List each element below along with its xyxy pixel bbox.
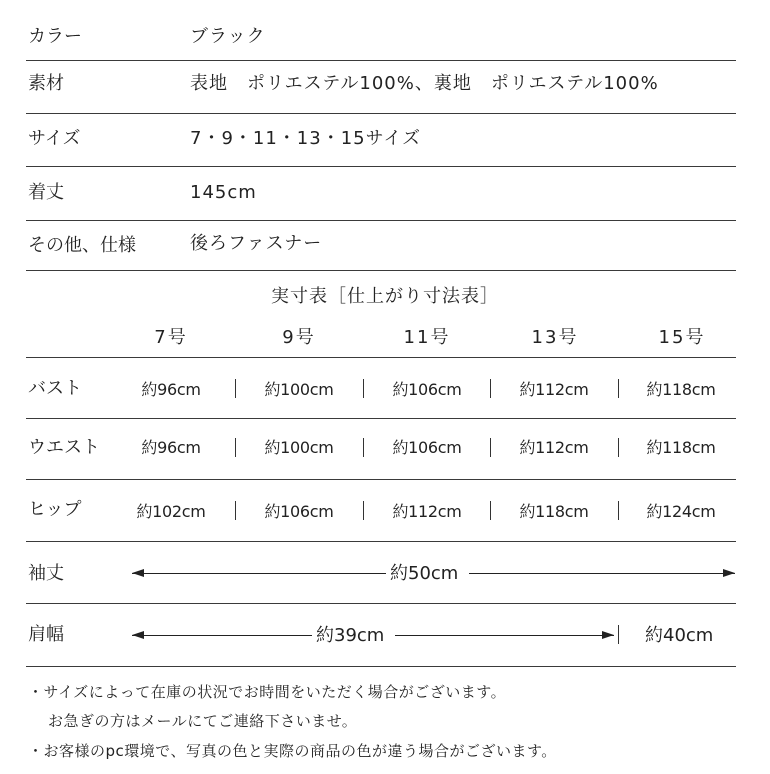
note-contact: お急ぎの方はメールにてご連絡下さいませ。 <box>48 712 358 730</box>
column-separator <box>363 438 364 457</box>
sleeve-arrow-right <box>469 568 735 578</box>
column-separator <box>235 501 236 520</box>
arrow-right-icon <box>602 631 614 639</box>
spec-value-color: ブラック <box>190 26 266 47</box>
cell-bust-15: 約118cm <box>646 380 716 399</box>
size-header-15: 15号 <box>658 327 706 348</box>
row-label-shoulder: 肩幅 <box>28 624 64 645</box>
row-label-bust: バスト <box>28 378 82 399</box>
column-separator <box>490 379 491 398</box>
divider <box>26 270 736 271</box>
cell-waist-7: 約96cm <box>141 438 201 457</box>
divider <box>26 603 736 604</box>
divider <box>26 220 736 221</box>
cell-bust-11: 約106cm <box>392 380 462 399</box>
spec-value-length: 145cm <box>190 182 257 203</box>
cell-hip-15: 約124cm <box>646 502 716 521</box>
cell-waist-11: 約106cm <box>392 438 462 457</box>
sleeve-value: 約50cm <box>390 563 459 584</box>
divider <box>26 418 736 419</box>
spec-value-material: 表地 ポリエステル100%、裏地 ポリエステル100% <box>190 73 659 94</box>
spec-value-other: 後ろファスナー <box>190 233 323 254</box>
shoulder-value-15: 約40cm <box>645 625 714 646</box>
divider <box>26 357 736 358</box>
row-label-waist: ウエスト <box>28 437 100 458</box>
cell-bust-9: 約100cm <box>264 380 334 399</box>
spec-label-other: その他、仕様 <box>28 235 136 256</box>
cell-hip-9: 約106cm <box>264 502 334 521</box>
cell-waist-13: 約112cm <box>519 438 589 457</box>
column-separator <box>490 438 491 457</box>
shoulder-value: 約39cm <box>316 625 385 646</box>
cell-waist-9: 約100cm <box>264 438 334 457</box>
divider <box>26 60 736 61</box>
cell-hip-7: 約102cm <box>136 502 206 521</box>
spec-label-length: 着丈 <box>28 182 64 203</box>
arrow-right-icon <box>723 569 735 577</box>
row-label-sleeve: 袖丈 <box>28 563 64 584</box>
divider <box>26 666 736 667</box>
shoulder-arrow-right <box>395 630 614 640</box>
spec-label-color: カラー <box>28 26 82 47</box>
spec-label-material: 素材 <box>28 73 64 94</box>
size-header-9: 9号 <box>282 327 316 348</box>
cell-waist-15: 約118cm <box>646 438 716 457</box>
shoulder-arrow-left <box>132 630 312 640</box>
column-separator <box>618 379 619 398</box>
arrow-left-icon <box>132 631 144 639</box>
arrow-left-icon <box>132 569 144 577</box>
cell-hip-11: 約112cm <box>392 502 462 521</box>
column-separator <box>618 438 619 457</box>
column-separator <box>363 379 364 398</box>
divider <box>26 479 736 480</box>
column-separator <box>235 438 236 457</box>
row-label-hip: ヒップ <box>28 499 82 520</box>
column-separator <box>490 501 491 520</box>
note-stock: ・サイズによって在庫の状況でお時間をいただく場合がございます。 <box>28 683 507 701</box>
note-color: ・お客様のpc環境で、写真の色と実際の商品の色が違う場合がございます。 <box>28 742 557 760</box>
spec-label-size: サイズ <box>28 128 81 149</box>
column-separator <box>618 625 619 644</box>
divider <box>26 113 736 114</box>
column-separator <box>618 501 619 520</box>
divider <box>26 166 736 167</box>
divider <box>26 541 736 542</box>
cell-hip-13: 約118cm <box>519 502 589 521</box>
cell-bust-7: 約96cm <box>141 380 201 399</box>
cell-bust-13: 約112cm <box>519 380 589 399</box>
size-chart-title: 実寸表［仕上がり寸法表］ <box>271 286 499 307</box>
size-header-11: 11号 <box>403 327 451 348</box>
size-header-7: 7号 <box>154 327 188 348</box>
size-header-13: 13号 <box>531 327 579 348</box>
column-separator <box>235 379 236 398</box>
sleeve-arrow-left <box>132 568 386 578</box>
column-separator <box>363 501 364 520</box>
spec-value-size: 7・9・11・13・15サイズ <box>190 128 422 149</box>
